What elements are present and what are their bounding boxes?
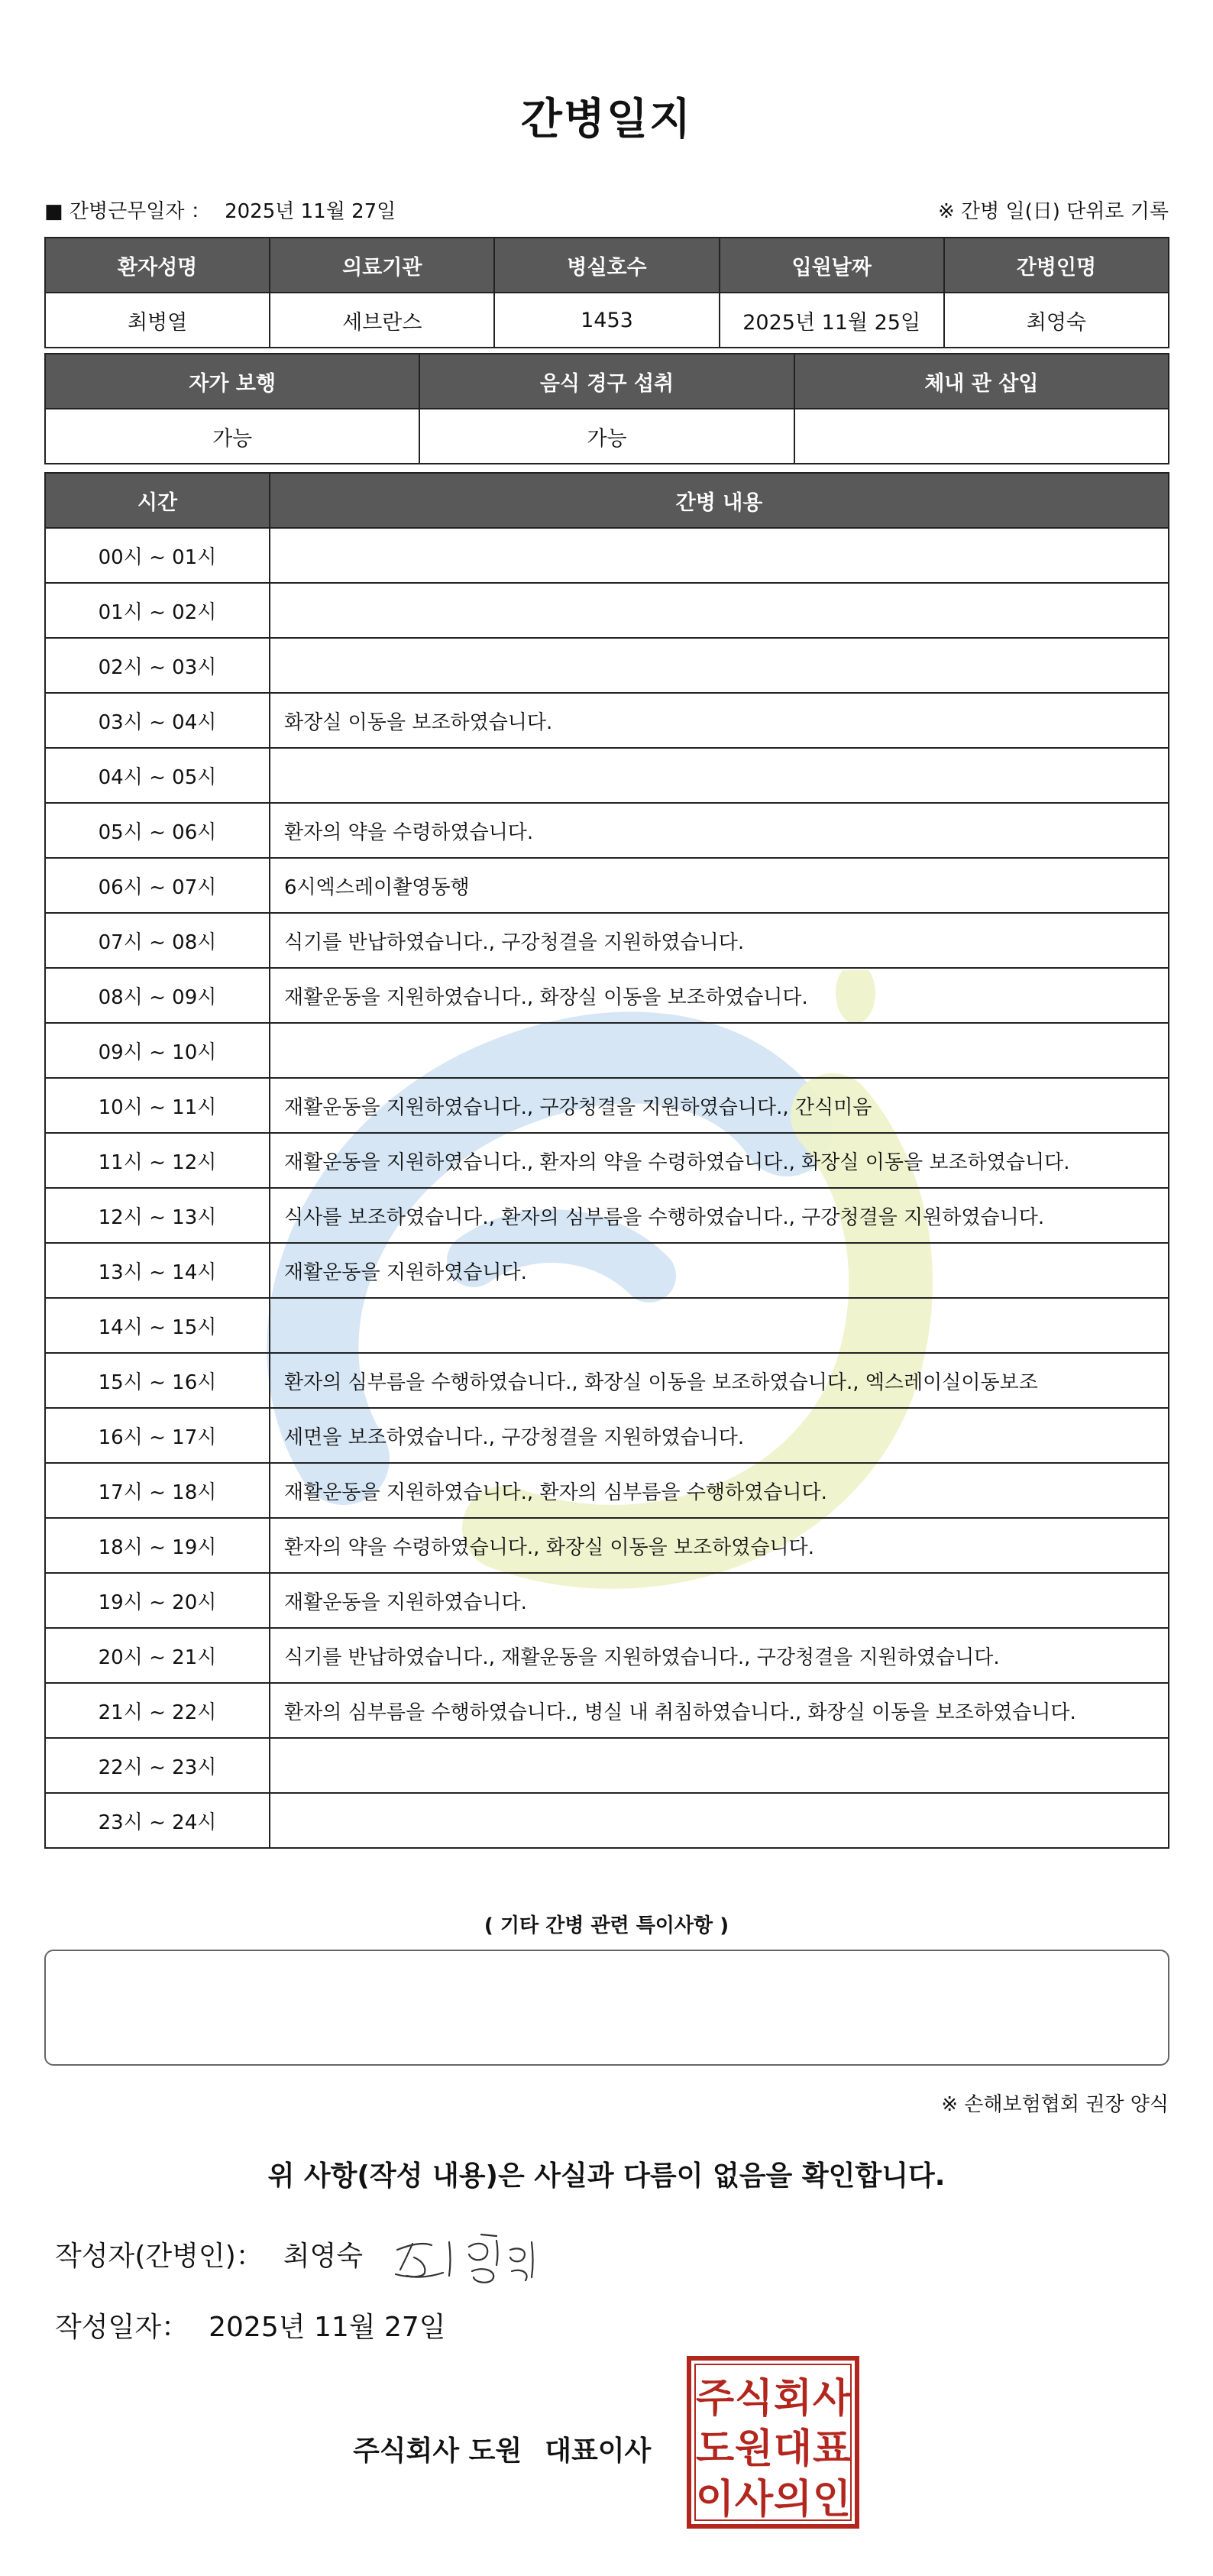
table-row (45, 1628, 1169, 1683)
table-row (45, 1188, 1169, 1243)
care-content-cell (270, 1738, 1169, 1793)
svg-text:사: 사 (812, 2376, 852, 2422)
care-content-cell (270, 638, 1169, 693)
care-log-table (44, 472, 1169, 1849)
time-cell: 14시 ~ 15시 (45, 1298, 270, 1353)
time-cell: 16시 ~ 17시 (45, 1408, 270, 1463)
work-date-value: 2025년 11월 27일 (225, 200, 396, 223)
table-row (45, 1683, 1169, 1738)
svg-text:이: 이 (695, 2477, 735, 2523)
svg-text:의: 의 (773, 2477, 813, 2523)
time-cell: 06시 ~ 07시 (45, 858, 270, 913)
work-date-row (44, 196, 396, 224)
written-date-row (55, 2306, 446, 2345)
company-representative: 대표이사 (545, 2435, 652, 2467)
svg-text:대: 대 (773, 2426, 813, 2472)
svg-text:표: 표 (812, 2426, 852, 2472)
care-content-cell: 환자의 약을 수령하였습니다., 화장실 이동을 보조하였습니다. (270, 1518, 1169, 1573)
care-content-cell (270, 1793, 1169, 1848)
header-care-content: 간병 내용 (270, 473, 1169, 528)
writer-row (55, 2235, 363, 2273)
table-row (45, 528, 1169, 583)
svg-text:식: 식 (734, 2376, 774, 2422)
header-time: 시간 (45, 473, 270, 528)
care-content-cell (270, 748, 1169, 803)
company-name: 주식회사 도원 (353, 2435, 522, 2467)
care-content-cell (270, 528, 1169, 583)
notes-title: ( 기타 간병 관련 특이사항 ) (484, 1914, 729, 1937)
table-row (45, 1243, 1169, 1298)
care-content-cell: 환자의 심부름을 수행하였습니다., 병실 내 취침하였습니다., 화장실 이동을 보조하였습니다. (270, 1683, 1169, 1738)
time-cell: 03시 ~ 04시 (45, 693, 270, 748)
time-cell: 15시 ~ 16시 (45, 1353, 270, 1408)
time-cell: 05시 ~ 06시 (45, 803, 270, 858)
table-row (45, 748, 1169, 803)
written-date-label: 작성일자： (55, 2312, 189, 2343)
care-content-cell: 화장실 이동을 보조하였습니다. (270, 693, 1169, 748)
svg-text:인: 인 (812, 2477, 852, 2523)
table-row (45, 1518, 1169, 1573)
written-date-value: 2025년 11월 27일 (209, 2312, 446, 2343)
header-tube-insertion: 체내 관 삽입 (794, 354, 1169, 409)
time-cell: 13시 ~ 14시 (45, 1243, 270, 1298)
time-cell: 23시 ~ 24시 (45, 1793, 270, 1848)
time-cell: 01시 ~ 02시 (45, 583, 270, 638)
header-admission-date: 입원날짜 (720, 238, 944, 293)
svg-text:원: 원 (734, 2426, 774, 2472)
table-row (45, 1298, 1169, 1353)
header-hospital: 의료기관 (270, 238, 494, 293)
header-patient-name: 환자성명 (45, 238, 270, 293)
care-content-cell: 6시엑스레이촬영동행 (270, 858, 1169, 913)
time-cell: 08시 ~ 09시 (45, 968, 270, 1023)
table-row (45, 293, 1169, 348)
header-self-walking: 자가 보행 (45, 354, 419, 409)
header-caregiver-name: 간병인명 (944, 238, 1169, 293)
table-row (45, 583, 1169, 638)
writer-name: 최영숙 (283, 2241, 364, 2272)
time-cell: 18시 ~ 19시 (45, 1518, 270, 1573)
table-row (45, 1463, 1169, 1518)
header-room-number: 병실호수 (494, 238, 719, 293)
admission-date-value: 2025년 11월 25일 (720, 293, 944, 348)
company-seal (686, 2355, 860, 2529)
table-row (45, 1793, 1169, 1848)
table-row (45, 858, 1169, 913)
time-cell: 22시 ~ 23시 (45, 1738, 270, 1793)
table-row (45, 803, 1169, 858)
table-row (45, 913, 1169, 968)
time-cell: 07시 ~ 08시 (45, 913, 270, 968)
care-content-cell: 재활운동을 지원하였습니다., 환자의 약을 수령하였습니다., 화장실 이동을 보조하였습니다. (270, 1133, 1169, 1188)
svg-text:도: 도 (695, 2426, 735, 2472)
table-row (45, 409, 1169, 464)
time-cell: 09시 ~ 10시 (45, 1023, 270, 1078)
confirmation-statement: 위 사항(작성 내용)은 사실과 다름이 없음을 확인합니다. (267, 2160, 946, 2192)
handwritten-signature (390, 2227, 542, 2288)
table-row (45, 1023, 1169, 1078)
hospital-value: 세브란스 (270, 293, 494, 348)
care-content-cell: 세면을 보조하였습니다., 구강청결을 지원하였습니다. (270, 1408, 1169, 1463)
time-cell: 17시 ~ 18시 (45, 1463, 270, 1518)
patient-name-value: 최병열 (45, 293, 270, 348)
svg-text:주: 주 (695, 2376, 735, 2422)
time-cell: 10시 ~ 11시 (45, 1078, 270, 1133)
time-cell: 20시 ~ 21시 (45, 1628, 270, 1683)
time-cell: 02시 ~ 03시 (45, 638, 270, 693)
recommend-note: ※ 손해보험협회 권장 양식 (941, 2093, 1169, 2116)
time-cell: 12시 ~ 13시 (45, 1188, 270, 1243)
table-row (45, 638, 1169, 693)
table-row (45, 968, 1169, 1023)
caregiver-name-value: 최영숙 (944, 293, 1169, 348)
table-row (45, 1353, 1169, 1408)
table-row (45, 1133, 1169, 1188)
care-content-cell: 식기를 반납하였습니다., 구강청결을 지원하였습니다. (270, 913, 1169, 968)
time-cell: 04시 ~ 05시 (45, 748, 270, 803)
care-content-cell: 재활운동을 지원하였습니다., 구강청결을 지원하였습니다., 간식미음 (270, 1078, 1169, 1133)
care-content-cell (270, 1023, 1169, 1078)
care-content-cell: 재활운동을 지원하였습니다., 환자의 심부름을 수행하였습니다. (270, 1463, 1169, 1518)
care-content-cell: 식기를 반납하였습니다., 재활운동을 지원하였습니다., 구강청결을 지원하였습니다. (270, 1628, 1169, 1683)
time-cell: 21시 ~ 22시 (45, 1683, 270, 1738)
header-oral-intake: 음식 경구 섭취 (419, 354, 794, 409)
table-row (45, 1738, 1169, 1793)
table-row (45, 693, 1169, 748)
writer-label: 작성자(간병인)： (55, 2241, 264, 2272)
tube-insertion-value (794, 409, 1169, 464)
care-content-cell: 환자의 약을 수령하였습니다. (270, 803, 1169, 858)
patient-info-table (44, 237, 1169, 348)
care-content-cell: 식사를 보조하였습니다., 환자의 심부름을 수행하였습니다., 구강청결을 지원하였습니다. (270, 1188, 1169, 1243)
square-bullet-icon: ■ (44, 200, 63, 223)
time-cell: 19시 ~ 20시 (45, 1573, 270, 1628)
care-content-cell: 재활운동을 지원하였습니다. (270, 1573, 1169, 1628)
company-row (353, 2429, 651, 2468)
table-header-row (45, 473, 1169, 528)
unit-note: ※ 간병 일(日) 단위로 기록 (937, 200, 1169, 223)
table-row (45, 1408, 1169, 1463)
notes-box (44, 1950, 1169, 2066)
table-row (45, 1573, 1169, 1628)
care-content-cell (270, 583, 1169, 638)
status-table (44, 353, 1169, 464)
care-content-cell: 재활운동을 지원하였습니다. (270, 1243, 1169, 1298)
room-number-value: 1453 (494, 293, 719, 348)
work-date-label: 간병근무일자 ： (69, 200, 211, 223)
time-cell: 00시 ~ 01시 (45, 528, 270, 583)
care-content-cell (270, 1298, 1169, 1353)
care-content-cell: 재활운동을 지원하였습니다., 화장실 이동을 보조하였습니다. (270, 968, 1169, 1023)
page-title: 간병일지 (520, 95, 693, 144)
svg-text:사: 사 (734, 2477, 774, 2523)
table-header-row (45, 354, 1169, 409)
oral-intake-value: 가능 (419, 409, 794, 464)
table-row (45, 1078, 1169, 1133)
svg-text:회: 회 (773, 2376, 813, 2422)
care-content-cell: 환자의 심부름을 수행하였습니다., 화장실 이동을 보조하였습니다., 엑스레이실이동보조 (270, 1353, 1169, 1408)
table-header-row (45, 238, 1169, 293)
self-walking-value: 가능 (45, 409, 419, 464)
time-cell: 11시 ~ 12시 (45, 1133, 270, 1188)
